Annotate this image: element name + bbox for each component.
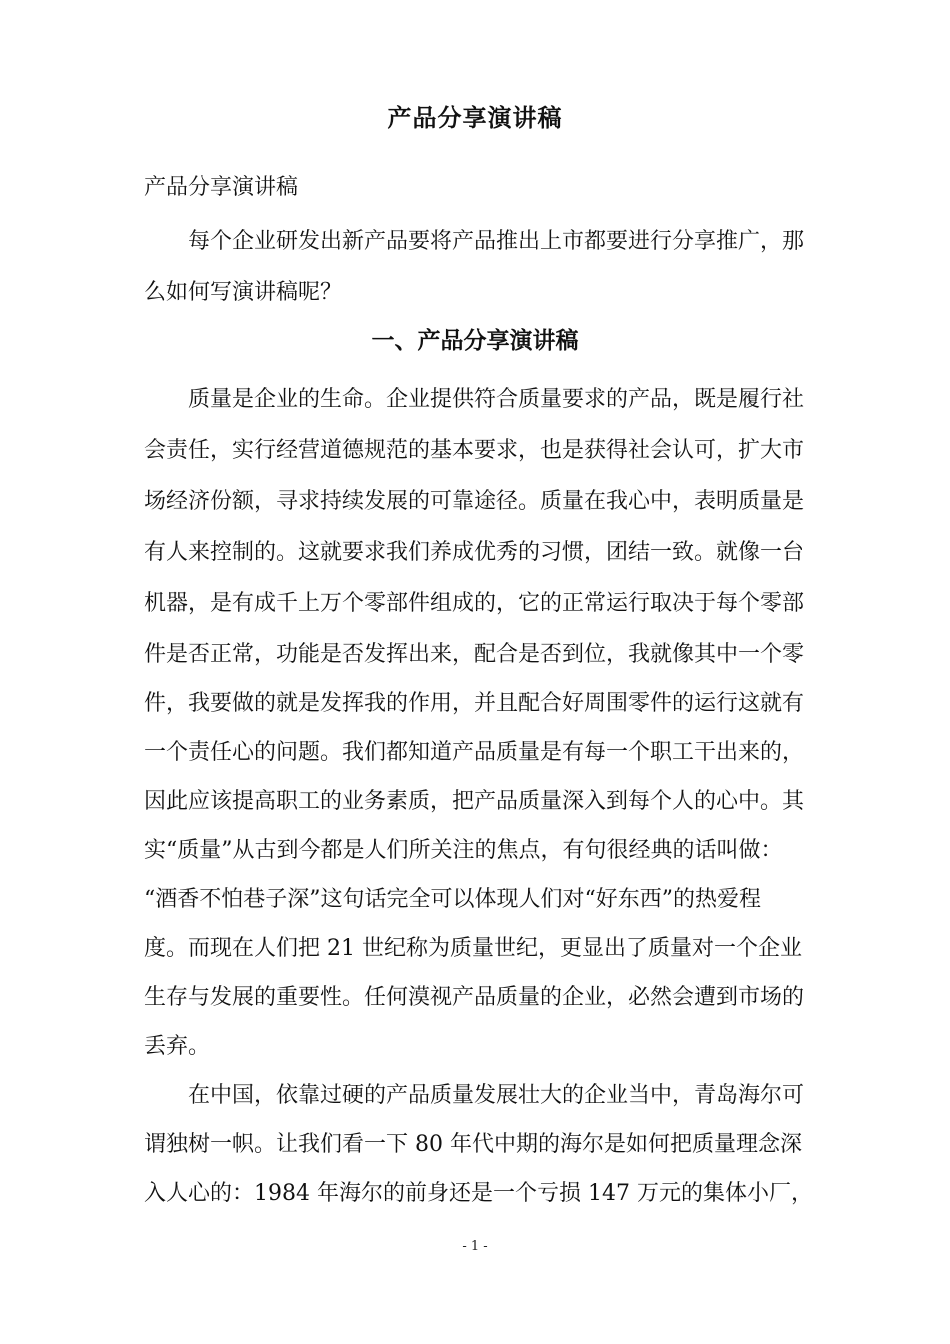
subtitle-line: 产品分享演讲稿 (144, 175, 299, 200)
paragraph-line: 生存与发展的重要性。任何漠视产品质量的企业，必然会遭到市场的 (144, 985, 805, 1010)
paragraph-line: 入人心的：1984 年海尔的前身还是一个亏损 147 万元的集体小厂， (144, 1181, 813, 1206)
paragraph-line: 实“质量”从古到今都是人们所关注的焦点，有句很经典的话叫做： (144, 838, 783, 863)
paragraph-line: 件是否正常，功能是否发挥出来，配合是否到位，我就像其中一个零 (144, 642, 805, 667)
paragraph-line: 有人来控制的。这就要求我们养成优秀的习惯，团结一致。就像一台 (144, 540, 805, 565)
paragraph-line: 一个责任心的问题。我们都知道产品质量是有每一个职工干出来的， (144, 740, 805, 765)
paragraph-line: 在中国，依靠过硬的产品质量发展壮大的企业当中，青岛海尔可 (188, 1083, 805, 1108)
intro-line: 么如何写演讲稿呢？ (144, 280, 343, 305)
page-number: - 1 - (462, 1239, 488, 1254)
paragraph-line: 度。而现在人们把 21 世纪称为质量世纪，更显出了质量对一个企业 (144, 936, 802, 961)
intro-line: 每个企业研发出新产品要将产品推出上市都要进行分享推广，那 (188, 229, 805, 254)
paragraph-line: “酒香不怕巷子深”这句话完全可以体现人们对“好东西”的热爱程 (144, 887, 761, 912)
paragraph-line: 丢弃。 (144, 1034, 211, 1059)
paragraph-line: 会责任，实行经营道德规范的基本要求，也是获得社会认可，扩大市 (144, 438, 805, 463)
section-heading: 一、产品分享演讲稿 (371, 327, 579, 354)
paragraph-line: 因此应该提高职工的业务素质，把产品质量深入到每个人的心中。其 (144, 789, 805, 814)
paragraph-line: 场经济份额，寻求持续发展的可靠途径。质量在我心中，表明质量是 (144, 489, 805, 514)
paragraph-line: 质量是企业的生命。企业提供符合质量要求的产品，既是履行社 (188, 387, 805, 412)
document-title: 产品分享演讲稿 (387, 103, 563, 132)
paragraph-line: 机器，是有成千上万个零部件组成的，它的正常运行取决于每个零部 (144, 591, 805, 616)
paragraph-line: 件，我要做的就是发挥我的作用，并且配合好周围零件的运行这就有 (144, 691, 805, 716)
paragraph-line: 谓独树一帜。让我们看一下 80 年代中期的海尔是如何把质量理念深 (144, 1132, 802, 1157)
